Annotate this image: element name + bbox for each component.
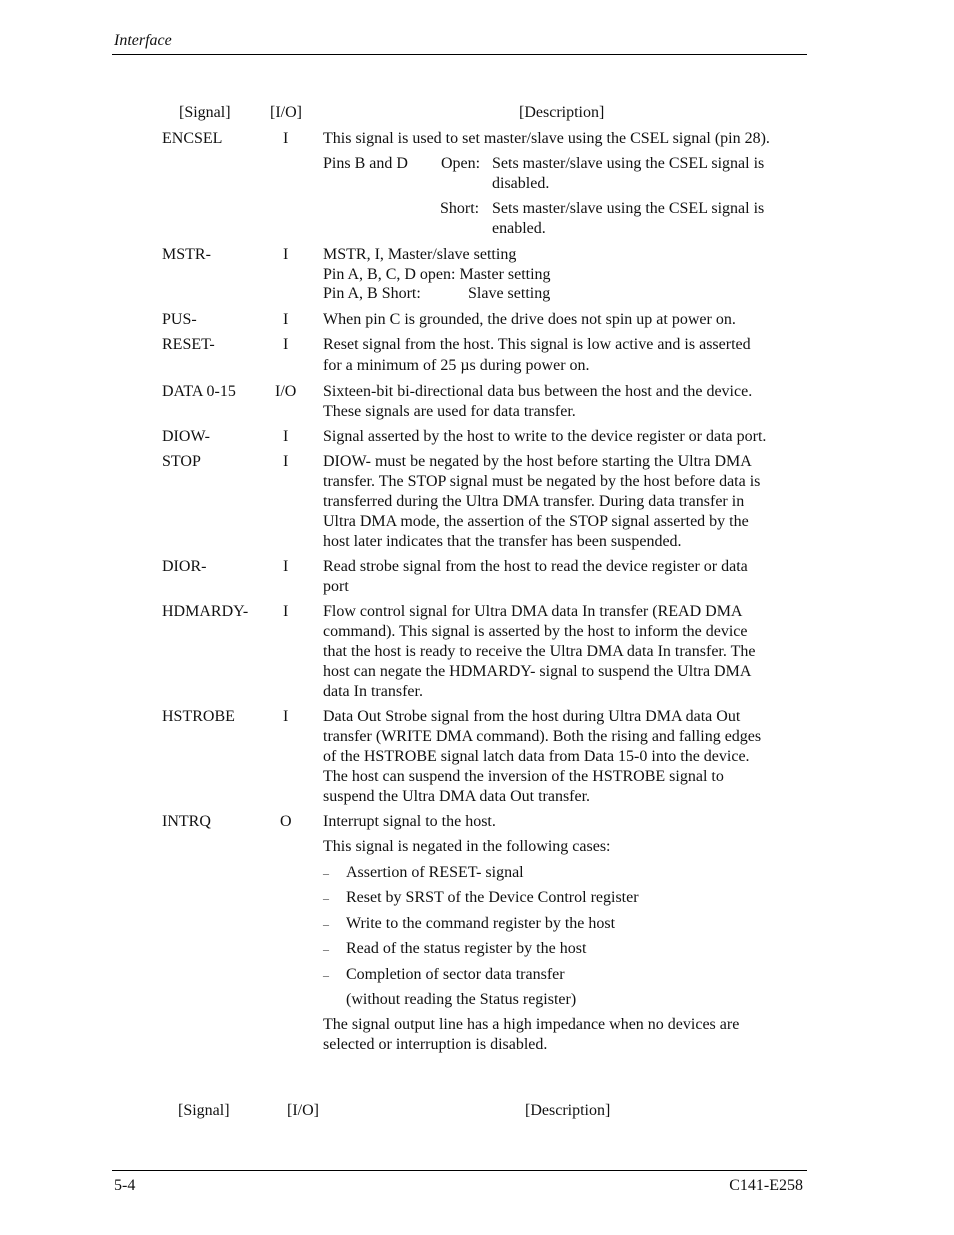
signal-name: PUS-	[162, 311, 197, 328]
list-dash: –	[323, 942, 329, 956]
signal-description: host can negate the HDMARDY- signal to suspend the Ultra DMA	[323, 663, 752, 680]
list-item-note: (without reading the Status register)	[346, 991, 577, 1008]
signal-description: When pin C is grounded, the drive does not spin up at power on.	[323, 311, 736, 328]
signal-description: for a minimum of 25 µs during power on.	[323, 357, 590, 374]
list-item: Reset by SRST of the Device Control register	[346, 889, 639, 906]
signal-description: Data Out Strobe signal from the host during Ultra DMA data Out	[323, 708, 741, 725]
signal-name: ENCSEL	[162, 130, 223, 147]
signal-io: O	[280, 813, 292, 830]
signal-description: transfer (WRITE DMA command). Both the rising and falling edges	[323, 728, 762, 745]
col-header-signal: [Signal]	[178, 1102, 230, 1119]
signal-name: DIOR-	[162, 558, 207, 575]
signal-description: This signal is used to set master/slave using the CSEL signal (pin 28).	[323, 130, 770, 147]
running-header: Interface	[114, 32, 172, 49]
list-dash: –	[323, 866, 329, 880]
signal-description: Pin A, B, C, D open: Master setting	[323, 266, 551, 283]
open-text: disabled.	[492, 175, 550, 192]
signal-io: I/O	[275, 383, 297, 400]
signal-name: DIOW-	[162, 428, 210, 445]
list-dash: –	[323, 891, 329, 905]
signal-description: Read strobe signal from the host to read the device register or data	[323, 558, 748, 575]
col-header-description: [Description]	[525, 1102, 611, 1119]
short-label: Short:	[440, 200, 480, 217]
signal-description: The signal output line has a high impedance when no devices are	[323, 1016, 740, 1033]
signal-io: I	[283, 130, 289, 147]
signal-io: I	[283, 453, 289, 470]
signal-name: INTRQ	[162, 813, 211, 830]
signal-description: command). This signal is asserted by the host to inform the device	[323, 623, 748, 640]
col-header-description: [Description]	[519, 104, 605, 121]
list-dash: –	[323, 968, 329, 982]
signal-description: transfer. The STOP signal must be negated by the host before data is	[323, 473, 761, 490]
pins-label: Pins B and D	[323, 155, 408, 172]
short-text: Sets master/slave using the CSEL signal is	[492, 200, 765, 217]
list-item: Completion of sector data transfer	[346, 966, 565, 983]
signal-name: HDMARDY-	[162, 603, 249, 620]
signal-description: Pin A, B Short:	[323, 285, 421, 302]
signal-description: that the host is ready to receive the Ultra DMA data In transfer. The	[323, 643, 756, 660]
signal-description: selected or interruption is disabled.	[323, 1036, 548, 1053]
signal-io: I	[283, 246, 289, 263]
signal-io: I	[283, 336, 289, 353]
col-header-io: [I/O]	[287, 1102, 319, 1119]
list-item: Write to the command register by the host	[346, 915, 616, 932]
signal-description: suspend the Ultra DMA data Out transfer.	[323, 788, 591, 805]
signal-name: DATA 0-15	[162, 383, 236, 400]
signal-description: The host can suspend the inversion of the HSTROBE signal to	[323, 768, 724, 785]
list-item: Read of the status register by the host	[346, 940, 587, 957]
signal-io: I	[283, 558, 289, 575]
signal-description: These signals are used for data transfer.	[323, 403, 576, 420]
signal-description: Signal asserted by the host to write to the device register or data port.	[323, 428, 767, 445]
signal-description: Reset signal from the host. This signal is low active and is asserted	[323, 336, 751, 353]
signal-io: I	[283, 428, 289, 445]
signal-description: MSTR, I, Master/slave setting	[323, 246, 517, 263]
list-item: Assertion of RESET- signal	[346, 864, 524, 881]
signal-description: Interrupt signal to the host.	[323, 813, 496, 830]
page-number: 5-4	[114, 1177, 136, 1194]
signal-description: Ultra DMA mode, the assertion of the STOP signal asserted by the	[323, 513, 749, 530]
header-rule	[112, 54, 807, 55]
open-text: Sets master/slave using the CSEL signal is	[492, 155, 765, 172]
open-label: Open:	[441, 155, 481, 172]
short-text: enabled.	[492, 220, 546, 237]
signal-description: This signal is negated in the following cases:	[323, 838, 611, 855]
col-header-signal: [Signal]	[179, 104, 231, 121]
signal-name: STOP	[162, 453, 201, 470]
signal-description: of the HSTROBE signal latch data from Data 15-0 into the device.	[323, 748, 750, 765]
signal-name: MSTR-	[162, 246, 211, 263]
signal-description: data In transfer.	[323, 683, 423, 700]
signal-description: DIOW- must be negated by the host before starting the Ultra DMA	[323, 453, 752, 470]
signal-description: transferred during the Ultra DMA transfer. During data transfer in	[323, 493, 745, 510]
list-dash: –	[323, 917, 329, 931]
document-id: C141-E258	[729, 1177, 803, 1194]
signal-io: I	[283, 603, 289, 620]
signal-description: Flow control signal for Ultra DMA data In transfer (READ DMA	[323, 603, 743, 620]
signal-io: I	[283, 311, 289, 328]
signal-name: HSTROBE	[162, 708, 235, 725]
signal-description: host later indicates that the transfer has been suspended.	[323, 533, 682, 550]
col-header-io: [I/O]	[270, 104, 302, 121]
signal-io: I	[283, 708, 289, 725]
footer-rule	[112, 1170, 807, 1171]
signal-description: port	[323, 578, 349, 595]
signal-name: RESET-	[162, 336, 215, 353]
signal-description: Slave setting	[468, 285, 551, 302]
signal-description: Sixteen-bit bi-directional data bus between the host and the device.	[323, 383, 753, 400]
